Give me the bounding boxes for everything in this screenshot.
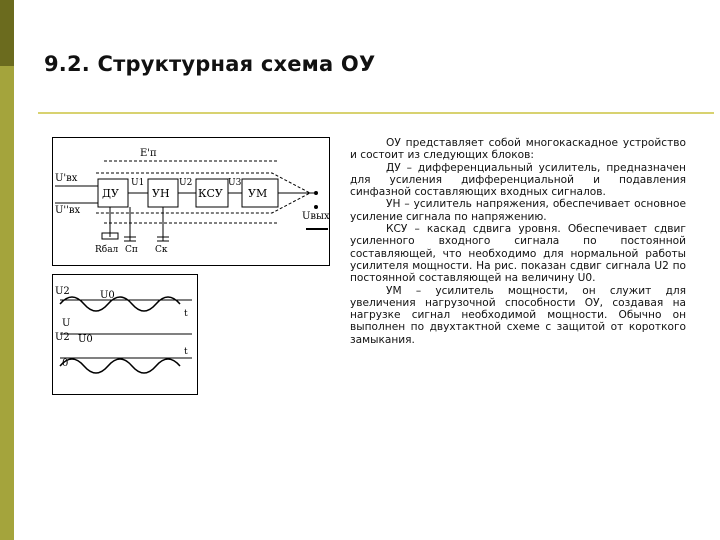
t-top-label: t [184,309,188,319]
u-in1-label: U'вх [55,173,78,184]
block-diagram [52,137,334,269]
supply-pos-label: Е'п [140,148,157,159]
u2-mid-label: U2 [55,332,70,343]
u3-label: U3 [228,178,242,188]
slide-title: 9.2. Структурная схема ОУ [44,52,376,76]
u-out-label: Uвых [302,211,330,222]
c-k-label: Ск [155,245,168,255]
description-text [350,137,686,346]
block-ksu-label: КСУ [198,187,223,200]
left-accent-bar [0,0,14,540]
paragraph-du: ДУ – дифференциальный усилитель, предназначен для усиления дифференциальной и подавления синфазной составляющих входных сигналов. [350,161,686,199]
block-du-label: ДУ [102,187,119,200]
waveform-diagram [52,274,202,396]
title-divider [38,112,714,114]
u0-label: U0 [100,290,115,301]
paragraph-intro: ОУ представляет собой многокаскадное устройство и состоит из следующих блоков: [350,137,686,162]
left-accent-bar-top [0,0,14,66]
t-bottom-label: t [184,347,188,357]
block-un-label: УН [152,187,170,200]
block-um-label: УМ [248,187,268,200]
u-in2-label: U''вх [55,205,81,216]
u-mid-label: U [62,318,71,329]
u1-label: U1 [131,178,145,188]
r-bal-label: Rбал [95,245,119,255]
zero-label: 0 [62,358,69,369]
u2-top-label: U2 [55,286,70,297]
u0-mid-label: U0 [78,334,93,345]
u2-label: U2 [179,178,193,188]
paragraph-un: УН – усилитель напряжения, обеспечивает основное усиление сигнала по напряжению. [350,198,686,223]
paragraph-um: УМ – усилитель мощности, он служит для увеличения нагрузочной способности ОУ, создавая на нагрузке сигнал необходимой мощности. Обычно он выполнен по двухтактной схеме с защитой от короткого замыкания. [350,284,686,346]
paragraph-ksu: КСУ – каскад сдвига уровня. Обеспечивает сдвиг усиленного входного сигнала по постоянной составляющей, что необходимо для нормальной работы усилителя мощности. На рис. показан сдвиг сигнала U2 по постоянной составляющей на величину U0. [350,223,686,285]
c-p-label: Сп [125,245,138,255]
